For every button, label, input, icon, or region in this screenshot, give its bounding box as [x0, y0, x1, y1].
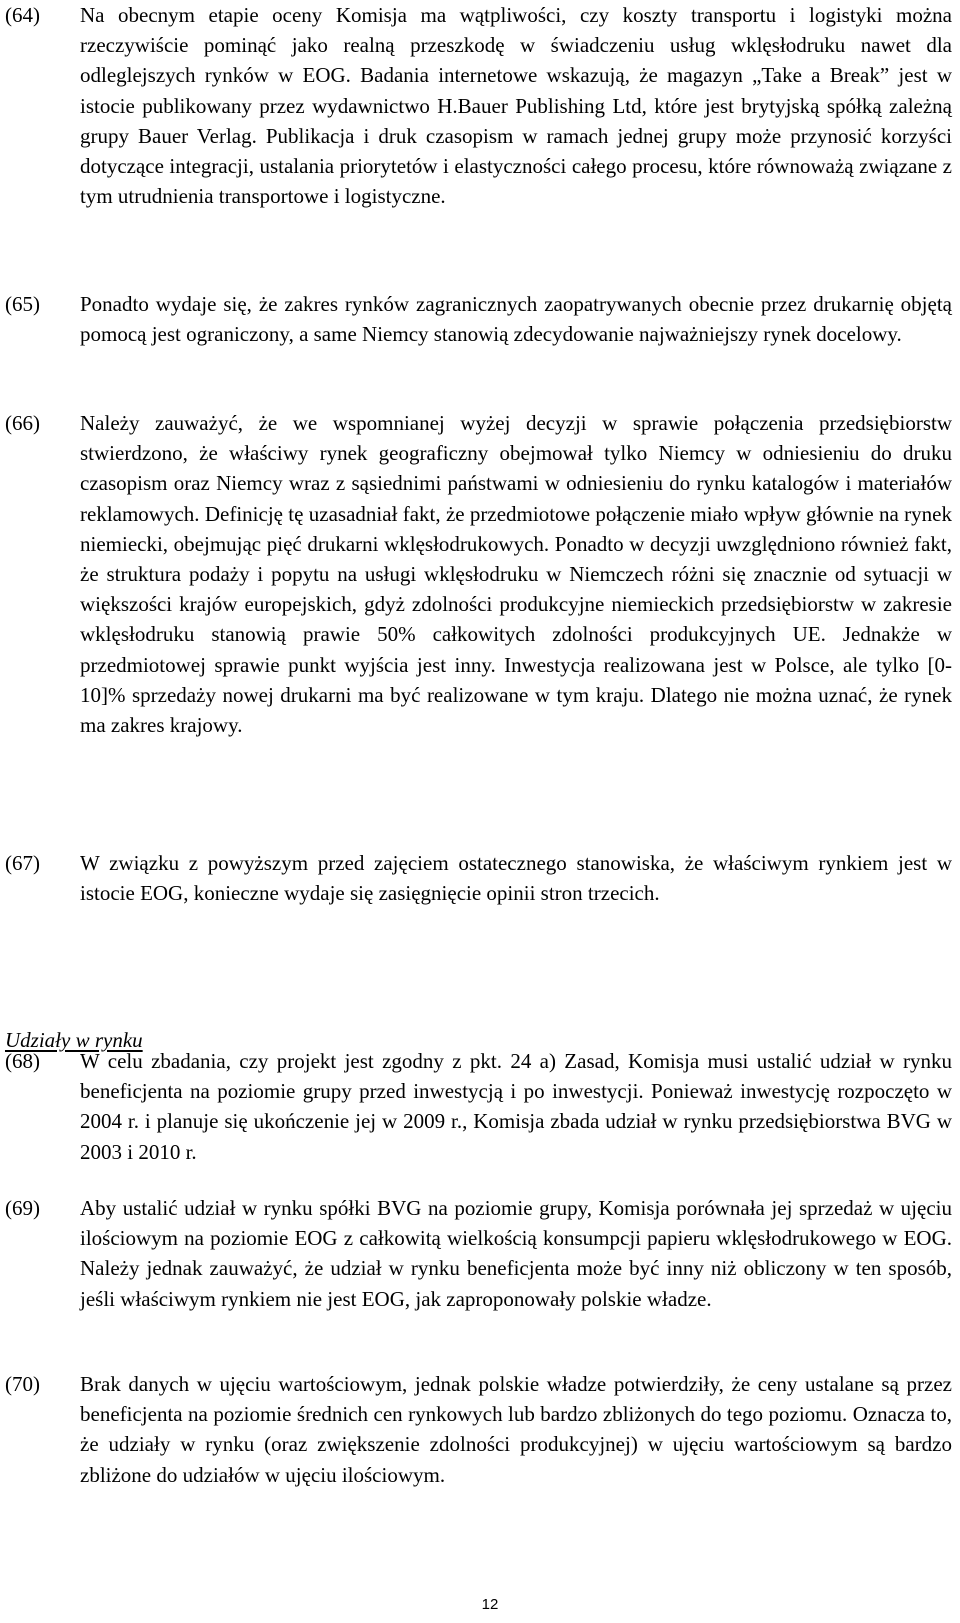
paragraph-number: (70)	[5, 1372, 40, 1396]
paragraph-number: (69)	[5, 1196, 40, 1220]
paragraph-number: (66)	[5, 411, 40, 435]
paragraph-text: Należy zauważyć, że we wspomnianej wyżej decyzji w sprawie połączenia przedsiębiorstw stwierdzono, że właściwy rynek geograficzny obejmował tylko Niemcy w odniesieniu do druku czasopism oraz Niemcy wraz z sąsiednimi państwami w odniesieniu do rynku katalogów i materiałów reklamowych. Definicję tę uzasadniał fakt, że przedmiotowe połączenie miało wpływ głównie na rynek niemiecki, obejmując pięć drukarni wklęsłodrukowych. Ponadto w decyzji uwzględniono również fakt, że struktura podaży i popytu na usługi wklęsłodruku w Niemczech różni się znacznie od sytuacji w większości krajów europejskich, gdyż zdolności produkcyjne niemieckich przedsiębiorstw w zakresie wklęsłodruku stanowią prawie 50% całkowitych zdolności produkcyjnych UE. Jednakże w przedmiotowej sprawie punkt wyjścia jest inny. Inwestycja realizowana jest w Polsce, ale tylko [0-10]% sprzedaży nowej drukarni ma być realizowane w tym kraju. Dlatego nie można uznać, że rynek ma zakres krajowy.	[80, 411, 952, 738]
paragraph-text: Na obecnym etapie oceny Komisja ma wątpliwości, czy koszty transportu i logistyki można rzeczywiście pominąć jako realną przeszkodę w świadczeniu usług wklęsłodruku nawet dla odleglejszych rynków w EOG. Badania internetowe wskazują, że magazyn „Take a Break” jest w istocie publikowany przez wydawnictwo H.Bauer Publishing Ltd, które jest brytyjską spółką zależną grupy Bauer Verlag. Publikacja i druk czasopism w ramach jednej grupy może przynosić korzyści dotyczące integracji, ustalania priorytetów i elastyczności całego procesu, które równoważą związane z tym utrudnienia transportowe i logistyczne.	[80, 3, 952, 209]
section-heading: Udziały w rynku	[5, 1028, 143, 1052]
paragraph-text: Ponadto wydaje się, że zakres rynków zagranicznych zaopatrywanych obecnie przez drukarnię objętą pomocą jest ograniczony, a same Niemcy stanowią zdecydowanie najważniejszy rynek docelowy.	[80, 292, 952, 347]
paragraph-text: Brak danych w ujęciu wartościowym, jednak polskie władze potwierdziły, że ceny ustalane są przez beneficjenta na poziomie średnich cen rynkowych lub bardzo zbliżonych do tego poziomu. Oznacza to, że udziały w rynku (oraz zwiększenie zdolności produkcyjnej) w ujęciu wartościowym są bardzo zbliżone do udziałów w ujęciu ilościowym.	[80, 1372, 952, 1487]
paragraph-text: W celu zbadania, czy projekt jest zgodny z pkt. 24 a) Zasad, Komisja musi ustalić udział w rynku beneficjenta na poziomie grupy przed inwestycją i po inwestycji. Ponieważ inwestycję rozpoczęto w 2004 r. i planuje się ukończenie jej w 2009 r., Komisja zbada udział w rynku przedsiębiorstwa BVG w 2003 i 2010 r.	[80, 1049, 952, 1164]
paragraph-number: (64)	[5, 3, 40, 27]
paragraph-number: (67)	[5, 851, 40, 875]
page-number: 12	[481, 1596, 499, 1613]
paragraph-text: W związku z powyższym przed zajęciem ostatecznego stanowiska, że właściwym rynkiem jest w istocie EOG, konieczne wydaje się zasięgnięcie opinii stron trzecich.	[80, 851, 952, 906]
paragraph-text: Aby ustalić udział w rynku spółki BVG na poziomie grupy, Komisja porównała jej sprzedaż w ujęciu ilościowym na poziomie EOG z całkowitą wielkością konsumpcji papieru wklęsłodrukowego w EOG. Należy jednak zauważyć, że udział w rynku beneficjenta może być inny niż obliczony w ten sposób, jeśli właściwym rynkiem nie jest EOG, jak zaproponowały polskie władze.	[80, 1196, 952, 1311]
paragraph-number: (68)	[5, 1049, 40, 1073]
paragraph-number: (65)	[5, 292, 40, 316]
